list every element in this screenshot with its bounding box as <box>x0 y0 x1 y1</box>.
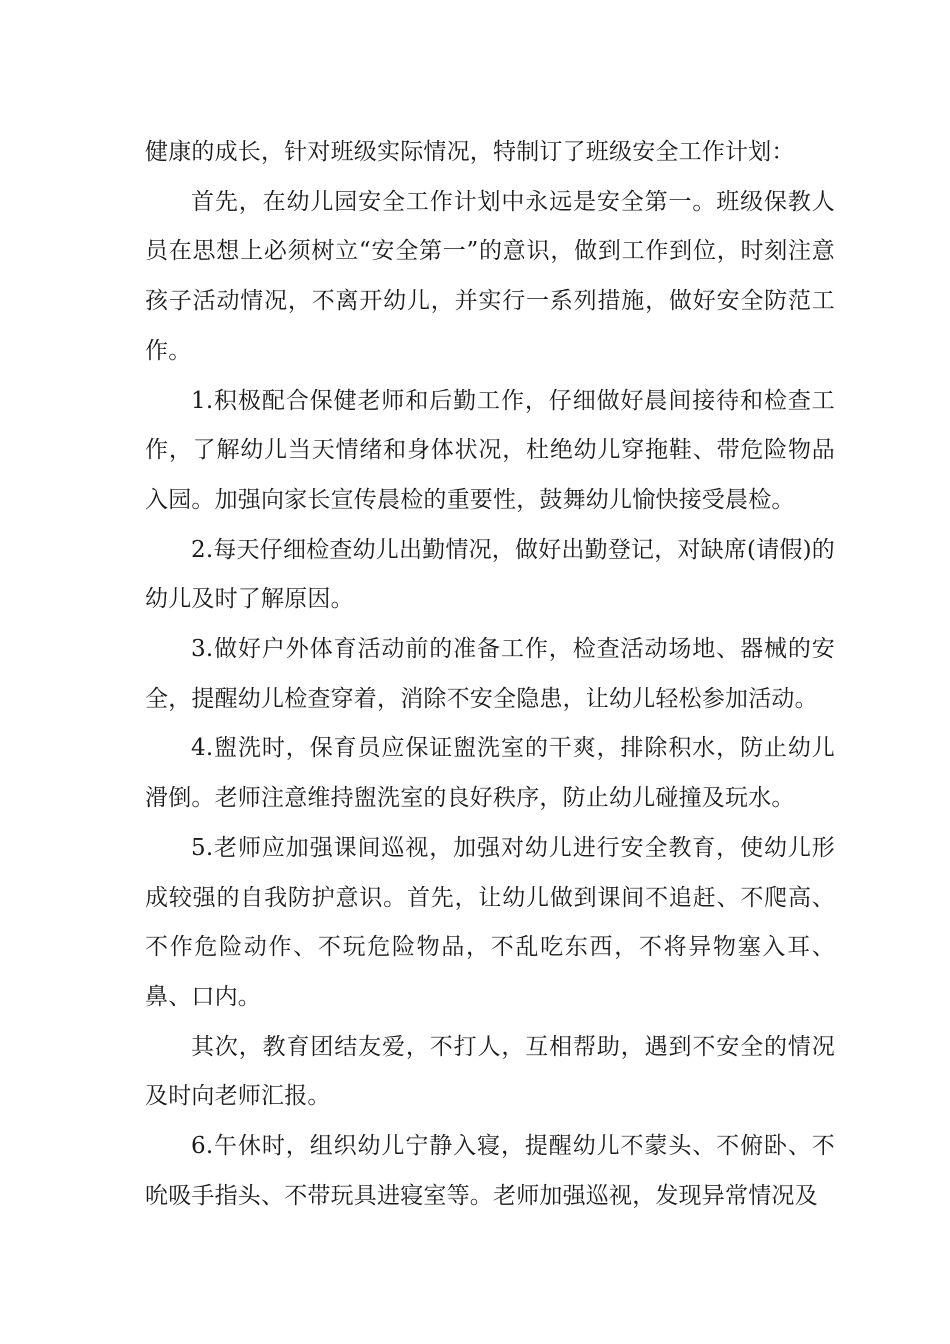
paragraph-item-4-washroom: 4.盥洗时，保育员应保证盥洗室的干爽，排除积水，防止幼儿滑倒。老师注意维持盥洗室的良好秩序，防止幼儿碰撞及玩水。 <box>145 735 835 812</box>
paragraph-item-6-nap-time: 6.午休时，组织幼儿宁静入寝，提醒幼儿不蒙头、不俯卧、不吮吸手指头、不带玩具进寝室等。老师加强巡视，发现异常情况及 <box>145 1133 835 1209</box>
paragraph-safety-first: 首先，在幼儿园安全工作计划中永远是安全第一。班级保教人员在思想上必须树立“安全第一”的意识，做到工作到位，时刻注意孩子活动情况，不离开幼儿，并实行一系列措施，做好安全防范工作。 <box>145 188 835 364</box>
paragraph-item-2-attendance: 2.每天仔细检查幼儿出勤情况，做好出勤登记，对缺席(请假)的幼儿及时了解原因。 <box>145 536 835 613</box>
document-body <box>145 128 835 1221</box>
paragraph-item-1-morning-check: 1.积极配合保健老师和后勤工作，仔细做好晨间接待和检查工作，了解幼儿当天情绪和身体状况，杜绝幼儿穿拖鞋、带危险物品入园。加强向家长宣传晨检的重要性，鼓舞幼儿愉快接受晨检。 <box>145 387 835 513</box>
paragraph-intro-continuation: 健康的成长，针对班级实际情况，特制订了班级安全工作计划： <box>145 139 795 165</box>
paragraph-item-3-outdoor-activity: 3.做好户外体育活动前的准备工作，检查活动场地、器械的安全，提醒幼儿检查穿着，消除不安全隐患，让幼儿轻松参加活动。 <box>145 636 835 712</box>
paragraph-item-5-patrol: 5.老师应加强课间巡视，加强对幼儿进行安全教育，使幼儿形成较强的自我防护意识。首先，让幼儿做到课间不追赶、不爬高、不作危险动作、不玩危险物品，不乱吃东西，不将异物塞入耳、鼻、口内。 <box>145 834 835 1010</box>
paragraph-secondly-unity: 其次，教育团结友爱，不打人，互相帮助，遇到不安全的情况及时向老师汇报。 <box>145 1033 835 1110</box>
